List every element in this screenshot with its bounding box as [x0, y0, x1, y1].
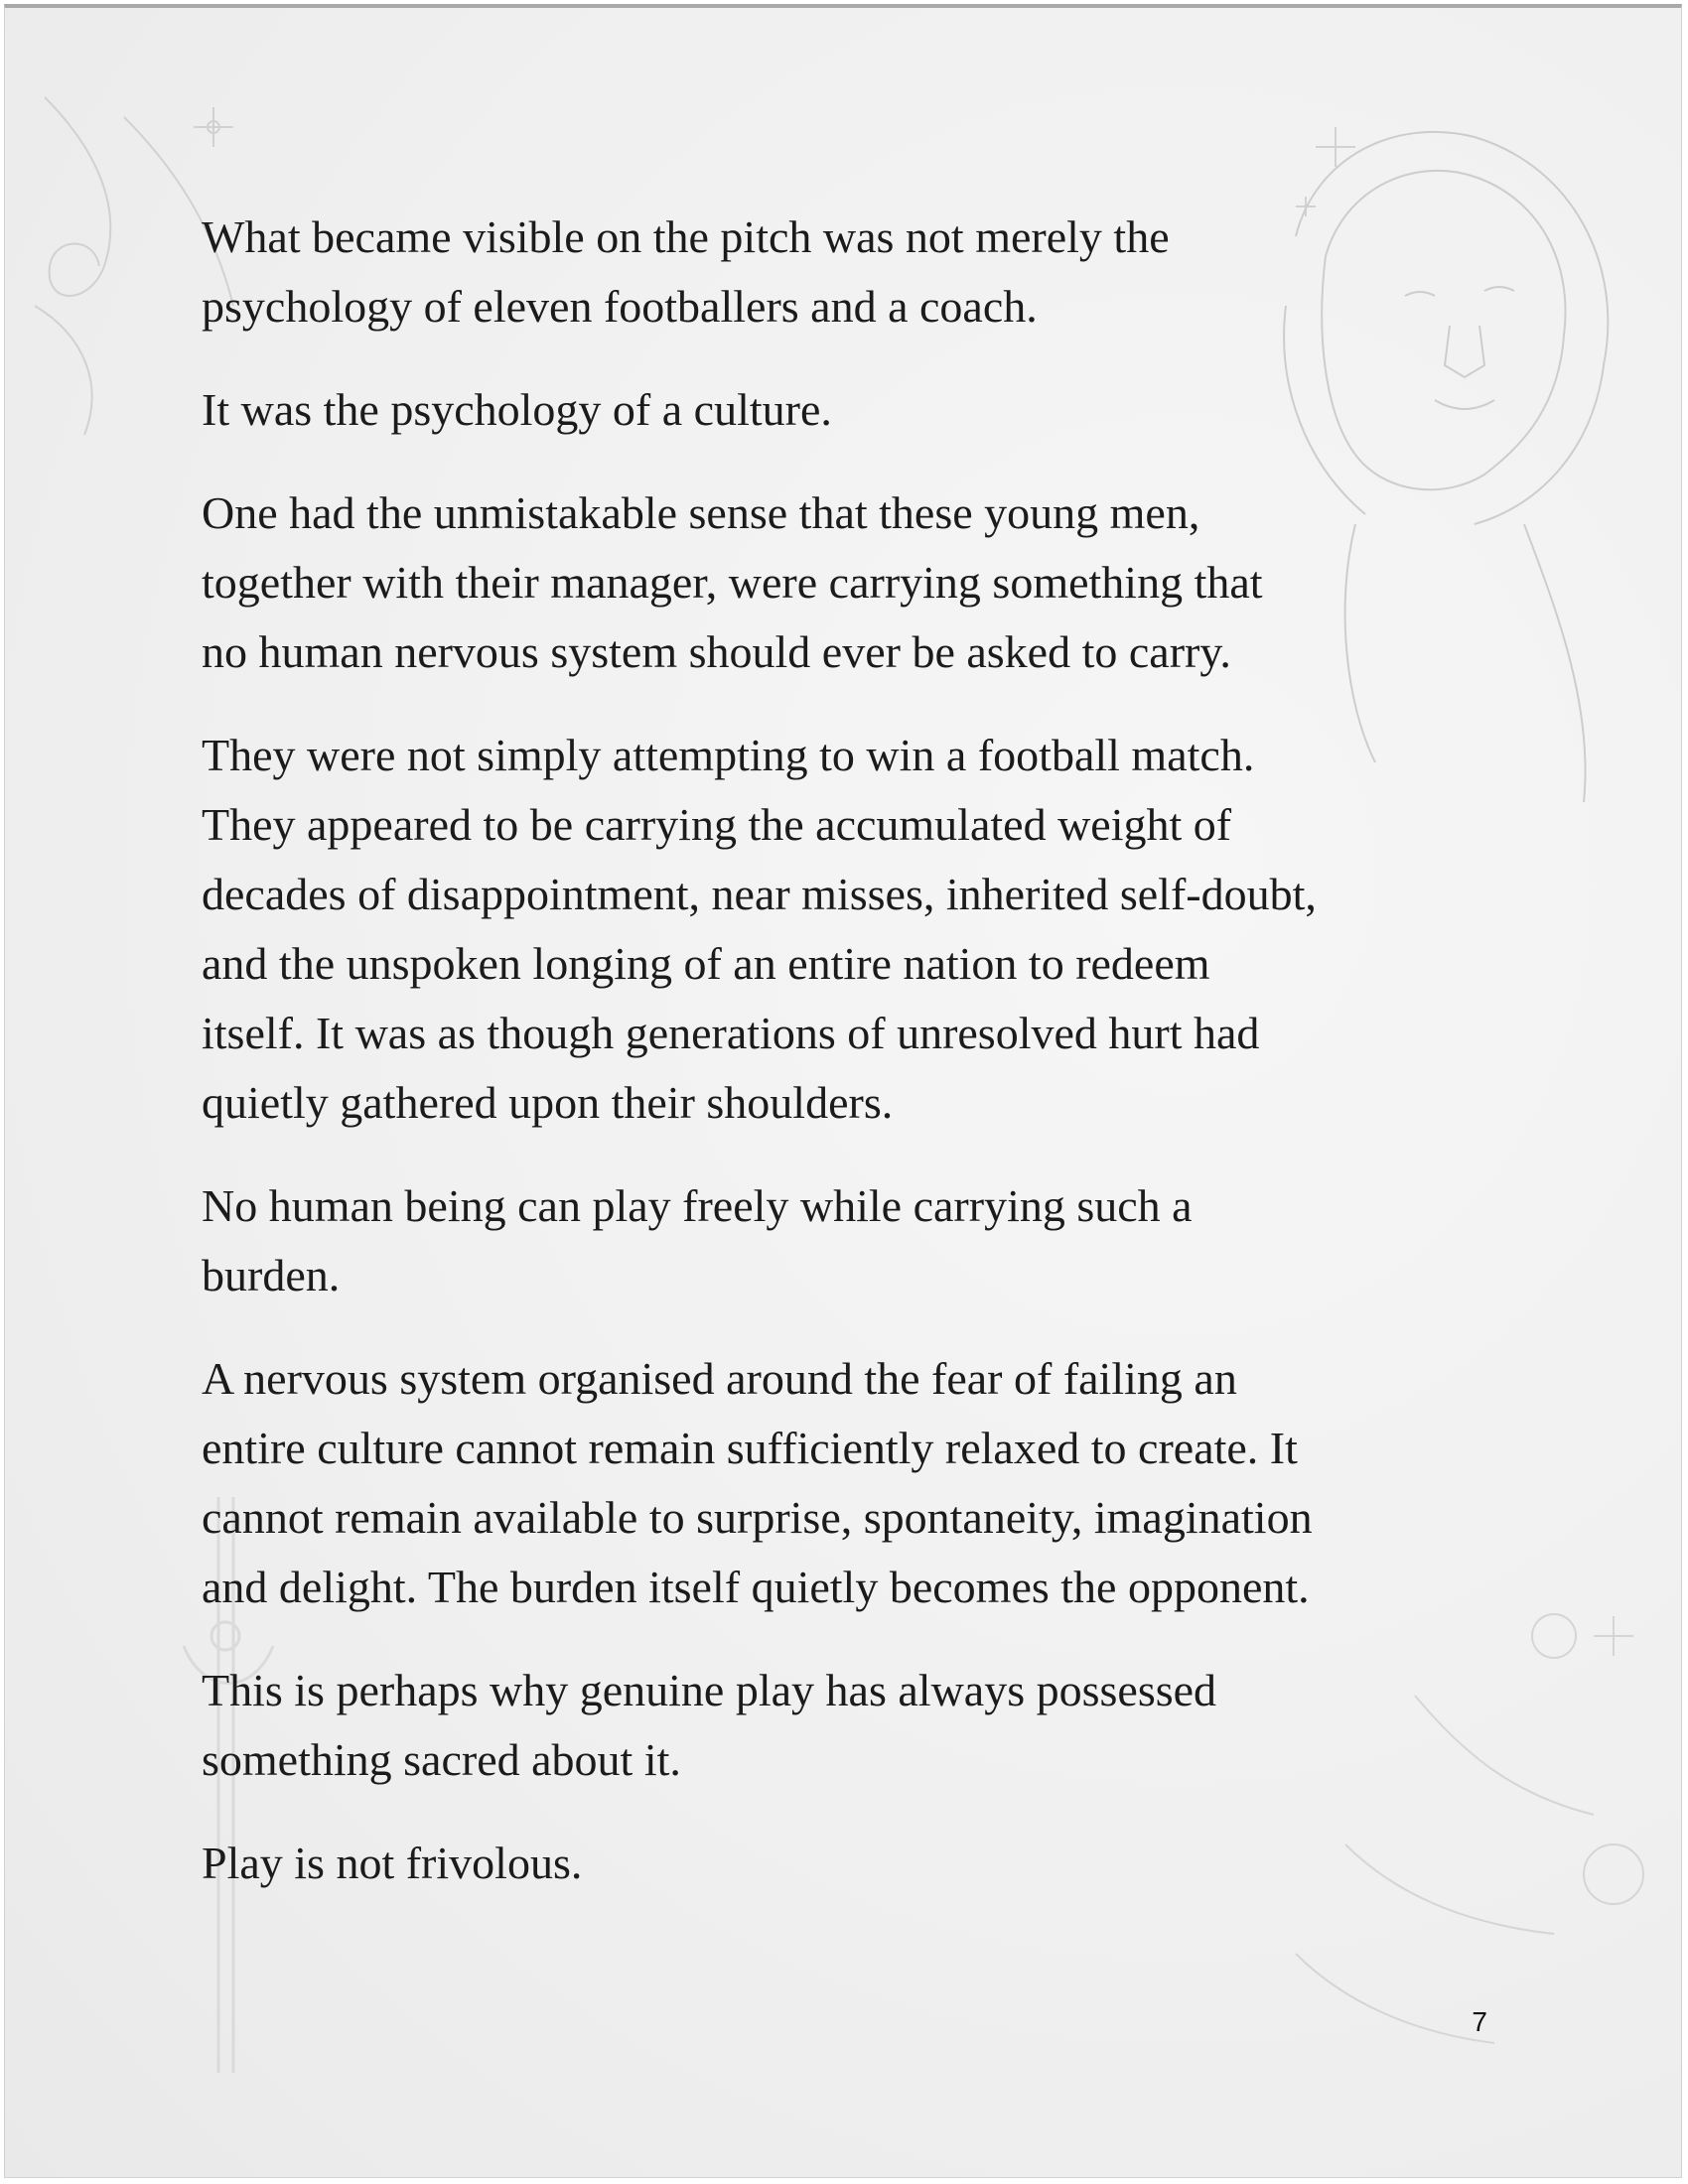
- page-body-text: [202, 203, 1522, 1932]
- paragraph: They were not simply attempting to win a football match. They appeared to be carrying the accumulated weight of decades of disappointment, near misses, inherited self-doubt, and the unspoken longing of an entire nation to redeem itself. It was as though generations of unresolved hurt had quietly gathered upon their shoulders.: [202, 730, 1317, 1128]
- paragraph: It was the psychology of a culture.: [202, 384, 832, 435]
- paragraph: What became visible on the pitch was not merely the psychology of eleven footballers and a coach.: [202, 211, 1170, 332]
- page-number: 7: [1472, 2006, 1487, 2037]
- paragraph: A nervous system organised around the fear of failing an entire culture cannot remain sufficiently relaxed to create. It cannot remain available to surprise, spontaneity, imagination and delight. The burden itself quietly becomes the opponent.: [202, 1353, 1313, 1612]
- paragraph: This is perhaps why genuine play has always possessed something sacred about it.: [202, 1665, 1217, 1785]
- paragraph: One had the unmistakable sense that these young men, together with their manager, were carrying something that no human nervous system should ever be asked to carry.: [202, 487, 1263, 677]
- book-page: [4, 4, 1682, 2178]
- paragraph: No human being can play freely while carrying such a burden.: [202, 1180, 1193, 1300]
- paragraph: Play is not frivolous.: [202, 1838, 583, 1888]
